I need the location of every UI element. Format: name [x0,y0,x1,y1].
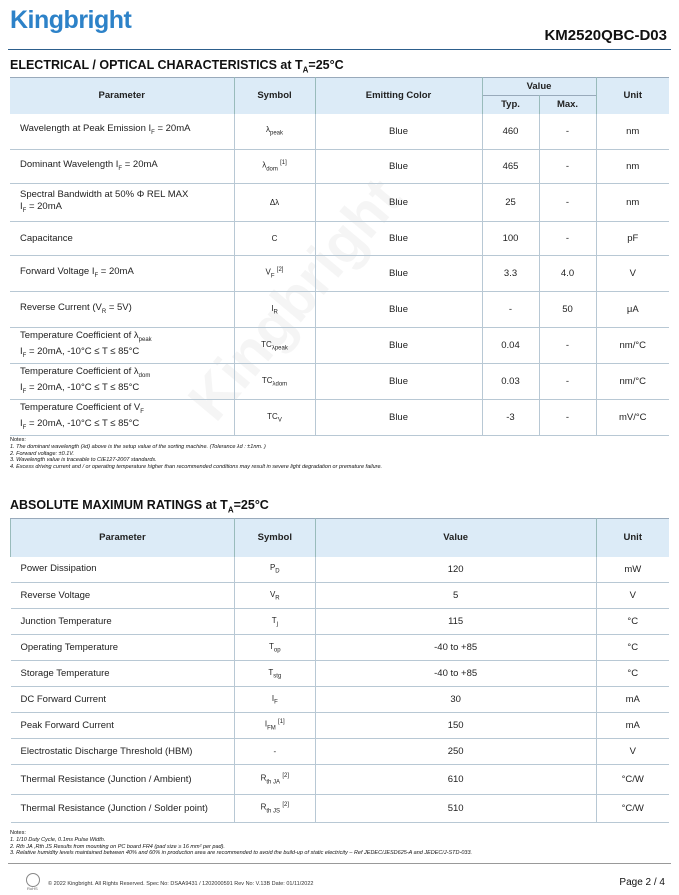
symbol: T [271,615,277,625]
value-cell: 250 [315,739,596,765]
symbol-cell [234,114,315,150]
typ-cell: 100 [482,222,539,256]
copyright: © 2022 Kingbright. All Rights Reserved. Spec No: DSAA9431 / 1202000591 Rev No: V.13B Date: 01/11/2022 [48,881,314,887]
typ-cell: 3.3 [482,256,539,292]
color-cell: Blue [315,150,482,184]
param-cell: Thermal Resistance (Junction / Solder point) [11,795,235,823]
param-tail: = 20mA [98,265,134,277]
symbol-sub: dom [266,166,278,173]
unit-cell: mA [596,687,669,713]
param-text: Reverse Current (V [20,301,102,313]
symbol-cell [234,150,315,184]
unit-cell: mW [596,557,669,583]
notes-heading: Notes: [10,830,26,836]
table-row [10,400,669,436]
symbol: T [268,667,274,677]
typ-cell: 460 [482,114,539,150]
table-row [11,635,670,661]
symbol: TC [261,375,273,385]
part-number: KM2520QBC-D03 [544,27,667,44]
notes-heading: Notes: [10,437,26,443]
unit-cell: nm/°C [596,364,669,400]
symbol-sub: stg [273,673,282,680]
param-line2: I [20,200,23,212]
symbol: - [273,747,277,756]
table-row [10,150,669,184]
symbol-cell [234,292,315,328]
max-cell: - [539,184,596,222]
symbol-sub: V [277,417,282,424]
param-cell [10,184,234,222]
color-cell: Blue [315,328,482,364]
symbol-cell [234,222,315,256]
param-text: Wavelength at Peak Emission I [20,123,152,135]
symbol: I [271,303,274,313]
value-cell: 510 [315,795,596,823]
symbol-sub: λpeak [271,345,288,352]
param-line2: I [20,345,23,357]
col-header-value: Value [482,78,596,96]
unit-cell: °C [596,609,669,635]
symbol: Δλ [269,198,280,207]
value-cell: -40 to +85 [315,635,596,661]
symbol-note: [1] [278,719,285,726]
param-cell: Peak Forward Current [11,713,235,739]
param-cell [10,292,234,328]
typ-cell: 465 [482,150,539,184]
param-text: Forward Voltage I [20,265,95,277]
symbol-cell [234,687,315,713]
symbol: P [269,563,276,573]
color-cell: Blue [315,364,482,400]
note-line: 2. Forward voltage: ±0.1V. [10,450,75,457]
param-line2-tail: = 20mA, -10°C ≤ T ≤ 85°C [26,381,140,393]
col-header-symbol: Symbol [234,78,315,114]
table-row [10,364,669,400]
param-text: Capacitance [20,232,73,244]
param-sub: peak [138,336,152,343]
page-number: Page 2 / 4 [619,877,665,888]
header-divider [8,49,671,50]
absolute-max-table [10,518,669,823]
max-cell: - [539,222,596,256]
param-sub: R [101,308,107,315]
symbol-cell [234,184,315,222]
rohs-label: RoHS [27,886,38,891]
table-row [10,222,669,256]
color-cell: Blue [315,400,482,436]
unit-cell: nm/°C [596,328,669,364]
param-tail: = 20mA [154,123,191,135]
symbol-sub: F [274,699,278,706]
param-sub: F [140,408,144,415]
param-cell [10,364,234,400]
value-cell: -40 to +85 [315,661,596,687]
param-text: Temperature Coefficient of λ [20,329,139,341]
unit-cell: V [596,583,669,609]
unit-cell: °C/W [596,765,669,795]
symbol: TC [267,411,278,421]
symbol-cell [234,635,315,661]
table-row [10,184,669,222]
param-line2-sub: F [22,388,27,395]
param-sub: F [151,130,155,137]
symbol: λ [265,125,270,135]
color-cell: Blue [315,256,482,292]
symbol-cell [234,364,315,400]
symbol-note: [2] [276,267,284,274]
param-line2-sub: F [22,424,27,431]
param-sub: dom [138,372,151,379]
param-cell: Reverse Voltage [11,583,235,609]
kingbright-logo: Kingbright [10,6,132,34]
color-cell: Blue [315,222,482,256]
table-row [11,713,670,739]
unit-cell: °C/W [596,795,669,823]
symbol-cell [234,661,315,687]
symbol-sub: R [275,595,280,602]
param-text: Temperature Coefficient of λ [20,365,139,377]
symbol-sub: F [270,273,275,280]
symbol-sub: th JS [266,808,281,815]
param-line2-tail: = 20mA, -10°C ≤ T ≤ 85°C [26,417,140,429]
symbol-cell [234,256,315,292]
table-row [11,795,670,823]
param-cell [10,400,234,436]
unit-cell: nm [596,184,669,222]
symbol: I [264,720,268,730]
col-header-typ: Typ. [482,96,539,114]
typ-cell: -3 [482,400,539,436]
param-tail: = 5V) [106,301,132,313]
symbol: R [260,774,267,784]
unit-cell: V [596,739,669,765]
value-cell: 120 [315,557,596,583]
symbol: R [260,803,267,813]
param-cell: Electrostatic Discharge Threshold (HBM) [11,739,235,765]
table-row [10,256,669,292]
unit-cell: V [596,256,669,292]
col-header-unit: Unit [596,78,669,114]
param-cell: Junction Temperature [11,609,235,635]
param-line2-tail: = 20mA [26,200,62,212]
value-cell: 30 [315,687,596,713]
symbol-cell [234,795,315,823]
table-row [11,687,670,713]
note-line: 3. Relative humidity levels maintained between 40% and 60% in production area are recommended to avoid the build-up of static electricity – Ref JEDEC/JESD625-A and JEDEC/J-STD-033. [10,850,473,857]
table-row [11,557,670,583]
param-line2-tail: = 20mA, -10°C ≤ T ≤ 85°C [26,345,140,357]
symbol-sub: λdom [272,381,288,388]
symbol-sub: th JA [266,779,281,786]
table-row [11,609,670,635]
param-cell [10,222,234,256]
table-row [11,583,670,609]
param-sub: F [118,165,123,172]
param-text: Temperature Coefficient of V [20,401,141,413]
typ-cell: 0.03 [482,364,539,400]
param-cell: Thermal Resistance (Junction / Ambient) [11,765,235,795]
symbol: V [265,268,271,278]
color-cell: Blue [315,114,482,150]
param-sub: F [94,272,99,279]
symbol: TC [261,339,272,349]
col-header-unit: Unit [596,519,669,557]
max-cell: - [539,150,596,184]
typ-cell: 0.04 [482,328,539,364]
max-cell: 4.0 [539,256,596,292]
symbol: λ [262,161,267,171]
unit-cell: °C [596,661,669,687]
typ-cell: - [482,292,539,328]
symbol-sub: op [273,647,281,654]
section-title-absolute: ABSOLUTE MAXIMUM RATINGS at $T_A=25^\circ C$ [10,498,269,515]
symbol-note: [1] [280,160,287,167]
param-tail: = 20mA [122,158,158,170]
param-cell: DC Forward Current [11,687,235,713]
param-line2-sub: F [22,352,27,359]
symbol-cell [234,557,315,583]
unit-cell: mV/°C [596,400,669,436]
symbol-sub: R [273,309,278,316]
max-cell: - [539,364,596,400]
col-header-parameter: Parameter [10,78,234,114]
max-cell: - [539,328,596,364]
symbol-sub: FM [267,725,276,732]
param-line2-sub: F [22,207,27,214]
param-cell [10,328,234,364]
col-header-emitting-color: Emitting Color [315,78,482,114]
value-cell: 5 [315,583,596,609]
value-cell: 150 [315,713,596,739]
symbol: V [269,589,276,599]
param-text: Dominant Wavelength I [20,158,119,170]
max-cell: - [539,400,596,436]
value-cell: 610 [315,765,596,795]
col-header-symbol: Symbol [234,519,315,557]
param-line2: I [20,417,23,429]
footer-divider [8,863,671,864]
notes-electrical [10,437,382,471]
symbol-cell [234,609,315,635]
max-cell: - [539,114,596,150]
note-line: 4. Excess driving current and / or operating temperature higher than recommended conditions may result in severe light degradation or premature failure. [10,464,383,471]
param-cell [10,114,234,150]
symbol-cell [234,765,315,795]
note-line: 3. Wavelength value is traceable to CIE127-2007 standards. [10,457,157,464]
param-line2: I [20,381,23,393]
table-row [11,661,670,687]
color-cell: Blue [315,292,482,328]
param-cell: Storage Temperature [11,661,235,687]
note-line: 1. The dominant wavelength (λd) above is the setup value of the sorting machine. (Tolerance λd : ±1nm. ) [10,443,266,450]
param-cell [10,256,234,292]
value-cell: 115 [315,609,596,635]
rohs-icon [26,873,40,887]
param-cell: Power Dissipation [11,557,235,583]
symbol: T [269,641,274,651]
symbol-cell [234,328,315,364]
symbol-note: [2] [282,773,289,780]
symbol-cell [234,583,315,609]
section-title-electrical: ELECTRICAL / OPTICAL CHARACTERISTICS at $T_A=25^\circ C$ [10,58,344,75]
symbol-cell [234,739,315,765]
col-header-max: Max. [539,96,596,114]
notes-absolute [10,830,472,857]
table-row [11,765,670,795]
param-text: Spectral Bandwidth at 50% Φ REL MAX [20,188,189,200]
symbol: C [271,234,278,243]
symbol-sub: peak [269,131,283,138]
col-header-parameter: Parameter [11,519,235,557]
electrical-optical-table [10,77,669,436]
table-row [10,292,669,328]
note-line: 1. 1/10 Duty Cycle, 0.1ms Pulse Width. [10,836,106,843]
col-header-value: Value [315,519,596,557]
table-row [10,328,669,364]
max-cell: 50 [539,292,596,328]
param-cell: Operating Temperature [11,635,235,661]
note-line: 2. Rth JA ,Rth JS Results from mounting on PC board FR4 (pad size ≥ 16 mm² per pad). [10,843,225,850]
symbol: I [271,693,275,703]
symbol-sub: D [275,569,280,576]
unit-cell: nm [596,150,669,184]
typ-cell: 25 [482,184,539,222]
param-cell [10,150,234,184]
unit-cell: mA [596,713,669,739]
symbol-note: [2] [282,802,289,809]
color-cell: Blue [315,184,482,222]
unit-cell: pF [596,222,669,256]
symbol-cell [234,400,315,436]
unit-cell: μA [596,292,669,328]
unit-cell: nm [596,114,669,150]
symbol-cell [234,713,315,739]
table-row [10,114,669,150]
table-row [11,739,670,765]
symbol-sub: j [276,621,278,628]
unit-cell: °C [596,635,669,661]
